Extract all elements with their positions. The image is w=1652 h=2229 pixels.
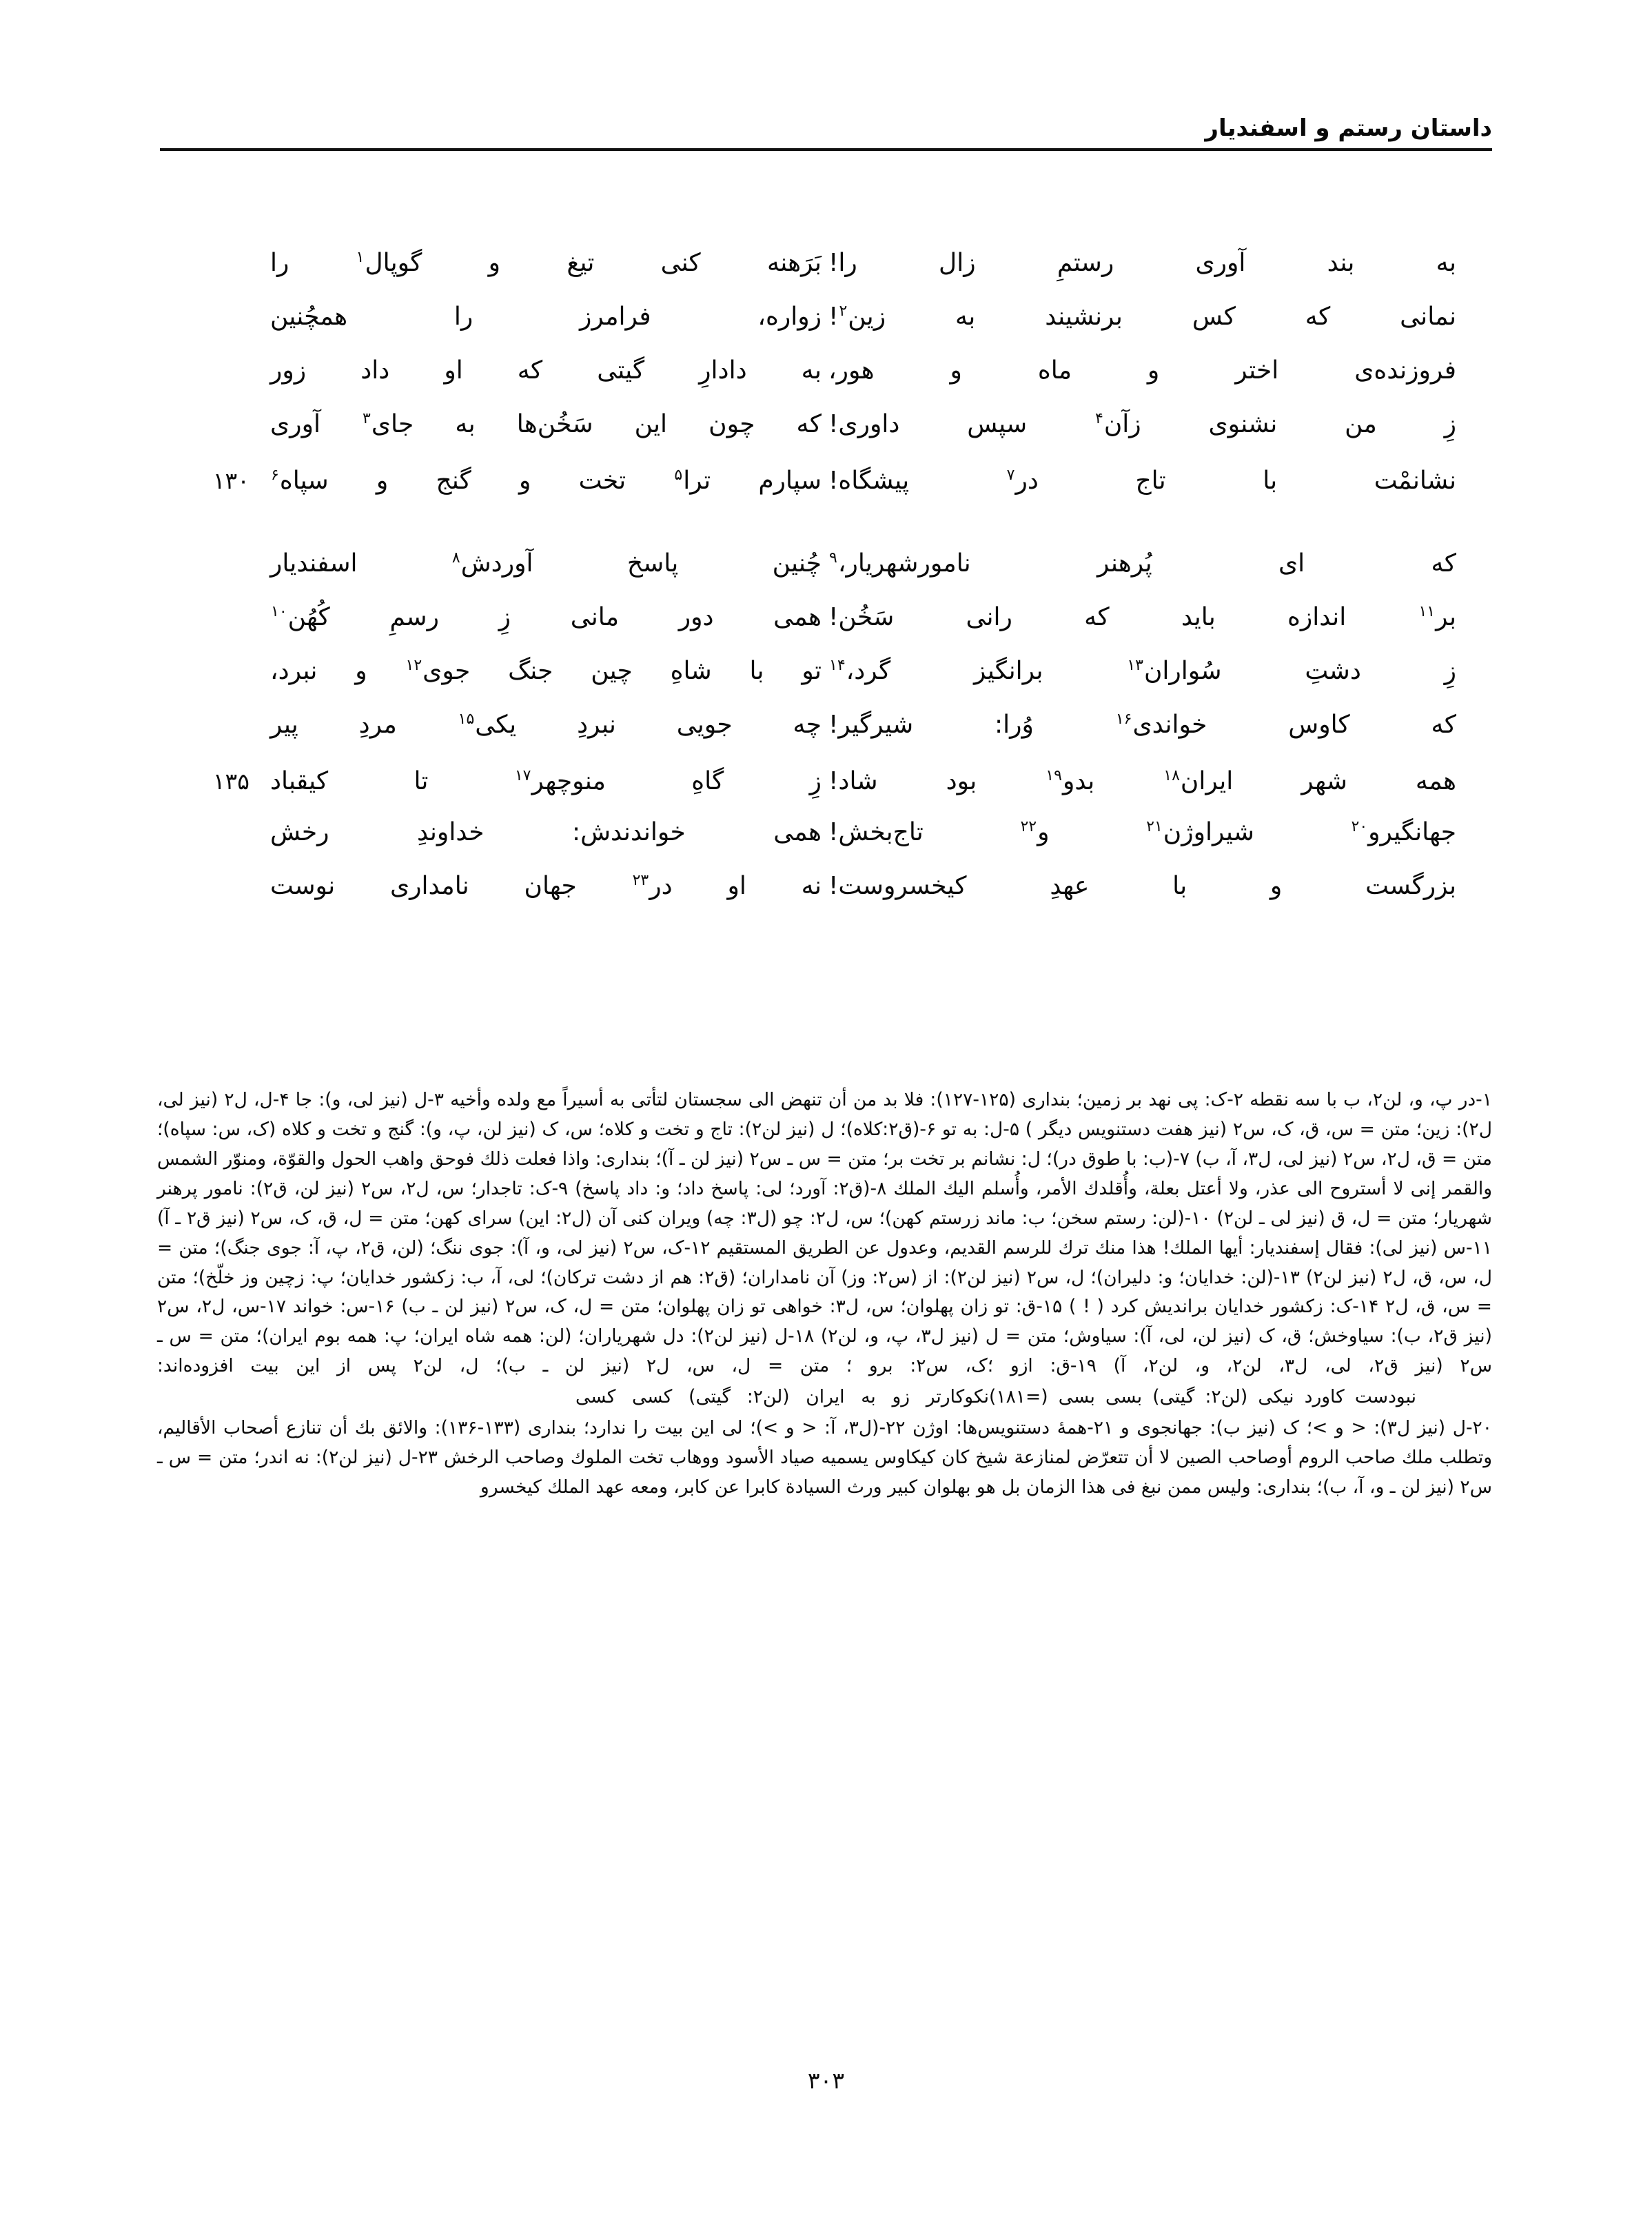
verse-line — [160, 710, 1492, 764]
verse-number: ۱۳۰ — [212, 467, 249, 494]
verse-number — [160, 675, 249, 679]
hemistich-right: زواره، فرامرز را همچُنین — [270, 303, 822, 331]
verse-line — [160, 409, 1492, 463]
footnote-marker: ۲۲ — [1020, 818, 1037, 835]
hemistich-left: فروزنده‌ی اختر و ماه و هور، — [828, 356, 1456, 385]
verse-line — [160, 871, 1492, 925]
hemistich-left: همه شهر ایران$^{۱۸}$ بدو$^{۱۹}$ بود شاد! — [828, 767, 1456, 795]
hemistich-right: چه جویی نبردِ یکی$^{۱۵}$ مردِ پیر — [270, 711, 822, 739]
footnote-marker: ۷ — [1006, 467, 1015, 484]
hemistich-right: بَرَهنه کنی تیغ و گوپال$^۱$ را — [270, 249, 822, 277]
running-head: داستان رستم و اسفندیار — [1205, 114, 1492, 142]
verse-number — [160, 267, 249, 271]
footnote-marker: ۲۱ — [1146, 818, 1163, 835]
footnote-marker: ۲ — [839, 303, 848, 320]
footnote-marker: ۱۹ — [1046, 767, 1062, 784]
inset-hemistich-right: نکوکارتر زو به ایران (لن۲: گیتی) کسی کسی — [575, 1386, 989, 1408]
hemistich-left: به بند آوری رستمِ زال را! — [828, 249, 1456, 277]
inset-hemistich-left: نبودست کاورد نیکی (لن۲: گیتی) بسی بسی (=۱۸۱) — [989, 1386, 1416, 1408]
hemistich-left: نمانی که کس برنشیند به زین$^۲$! — [828, 303, 1456, 331]
verse-number — [160, 621, 249, 625]
page-number: ۳۰۳ — [807, 2067, 845, 2094]
footnote-marker: ۲۰ — [1351, 818, 1368, 835]
footnote-marker: ۸ — [451, 549, 460, 567]
hemistich-left: که کاوس خواندی$^{۱۶}$ وُرا: شیرگیر! — [828, 711, 1456, 739]
apparatus-paragraph: ۱-در پ، و، لن۲، ب با سه نقطه ۲-ک: پی نهد بر زمین؛ بنداری (۱۲۵-۱۲۷): فلا بد من أن تنهض الی سجستان لتأتی به أسیراً مع ولده وأخیه ۳-ل (نیز لی، و): جا ۴-ل، ل۲ (نیز لی، ل۲): زین؛ متن = س، ق، ک، س۲ (نیز هفت دستنویس دیگر ) ۵-ل: به تو ۶-(ق۲:کلاه)؛ ل (نیز لن۲): تاج و تخت و کلاه؛ س، ک (نیز لن، پ، و): گنج و تخت و کلاه (ک، س: سپاه)؛ متن = ق، ل۲، س۲ (نیز لی، ل۳، آ، ب) ۷-(ب: با طوق در)؛ ل: نشانم بر تخت بر؛ متن = س ـ س۲ (نیز لن ـ آ)؛ بنداری: واذا فعلت ذلك فوحق واهب الحول والقوّة، ومنوّر الشمس والقمر إنی لا أستروح الی عذر، ولا أعتل بعلة، وأُقلدك الأمر، وأُسلم الیك الملك ۸-(ق۲: آورد؛ لی: پاسخ داد؛ و: داد پاسخ) ۹-ک: تاجدار؛ س، ل۲، س۲ (نیز لن، ق۲): نامور پرهنر شهریار؛ متن = ل، ق (نیز لی ـ لن۲) ۱۰-(لن: رستم سخن؛ ب: ماند زرستم کهن)؛ س، ل۲: چو (ل۳: چه) ویران کنی آن (ل۲: این) سرای کهن؛ متن = ل، ق، ک، س۲ (نیز ق۲ ـ آ) ۱۱-س (نیز لی): فقال إسفندیار: أیها الملك! هذا منك ترك للرسم القدیم، وعدول عن الطریق المستقیم ۱۲-ک، س۲ (نیز لی، و، آ): جوی ننگ؛ (لن، ق۲، پ، آ: جوی جنگ)؛ متن = ل، س، ق، ل۲ (نیز لن۲) ۱۳-(لن: خدایان؛ و: دلیران)؛ ل، س۲ (نیز لن۲): از (س۲: وز) آن نامداران؛ (ق۲: هم از دشت ترکان)؛ لی، آ، ب: زکشور خدایان؛ پ: زچین وز خلّخ)؛ متن = س، ق، ل۲ ۱۴-ک: زکشور خدایان براندیش کرد ( ! ) ۱۵-ق: تو زان پهلوان؛ س، ل۳: خواهی تو زان پهلوان؛ متن = ل، ک، س۲ (نیز لن ـ ب) ۱۶-س: خواند ۱۷-س، ل۲، س۲ (نیز ق۲، ب): سیاوخش؛ ق، ک (نیز لن، لی، آ): سیاوش؛ متن = ل (نیز ل۳، پ، و، لن۲) ۱۸-ل (نیز لن۲): دل شهریاران؛ (لن: همه شاه ایران؛ پ: همه بوم ایران)؛ متن = س ـ س۲ (نیز ق۲، لی، ل۳، لن۲، و، لن۲، آ) ۱۹-ق: ازو ؛ک، س۲: برو ؛ متن = ل، س، ل۲ (نیز لن ـ ب)؛ ل، لن۲ پس از این بیت افزوده‌اند: — [157, 1089, 1493, 1377]
hemistich-right: همی خواندندش: خداوندِ رخش — [270, 818, 822, 846]
hemistich-right: تو با شاهِ چین جنگ جوی$^{۱۲}$ و نبرد، — [270, 657, 822, 685]
footnote-marker: ۱ — [356, 249, 365, 266]
footnote-marker: ۳ — [363, 410, 371, 427]
footnote-marker: ۴ — [1095, 410, 1103, 427]
hemistich-right: به دادارِ گیتی که او داد زور — [270, 356, 822, 385]
hemistich-left: که ای پُرهنر نامورشهریار،$^۹$ — [829, 549, 1456, 578]
hemistich-left: زِ من نشنوی زآن$^۴$ سپس داوری! — [828, 410, 1456, 438]
footnote-marker: ۱۰ — [271, 603, 287, 620]
footnote-marker: ۹ — [829, 549, 837, 567]
verse-line — [160, 817, 1492, 871]
footnote-marker: ۵ — [674, 467, 683, 484]
hemistich-left: زِ دشتِ سُواران$^{۱۳}$ برانگیز گرد،$^{۱۴}$ — [829, 657, 1456, 685]
footnote-marker: ۱۱ — [1418, 603, 1436, 620]
hemistich-right: زِ گاهِ منوچهر$^{۱۷}$ تا کیقباد — [270, 767, 822, 795]
verse-number — [160, 374, 249, 378]
footnote-marker: ۱۵ — [458, 711, 475, 728]
footnote-marker: ۲۳ — [632, 872, 649, 889]
footnote-marker: ۱۷ — [514, 767, 531, 784]
hemistich-right: که چون این سَخُن‌ها به جای$^۳$ آوری — [270, 410, 822, 438]
verse-line — [160, 602, 1492, 656]
verse-line — [160, 549, 1492, 602]
header-rule — [160, 148, 1492, 151]
hemistich-right: همی دور مانی زِ رسمِ کُهُن$^{۱۰}$ — [271, 603, 822, 631]
footnote-marker: ۱۲ — [405, 657, 422, 674]
verse-number — [160, 567, 249, 571]
footnote-marker: ۱۶ — [1115, 711, 1132, 728]
verse-number: ۱۳۵ — [212, 768, 249, 795]
apparatus-inset-couplet — [157, 1383, 1492, 1412]
footnote-marker: ۱۳ — [1127, 657, 1143, 674]
hemistich-left: نشانمْت با تاج در$^۷$ پیشگاه! — [828, 467, 1456, 495]
critical-apparatus — [157, 1086, 1492, 1503]
verse-number — [160, 428, 249, 432]
verse-number — [160, 320, 249, 325]
verse-line — [160, 656, 1492, 710]
hemistich-left: بزرگست و با عهدِ کیخسروست! — [828, 872, 1456, 900]
page-header — [160, 116, 1492, 151]
footnote-marker: ۱۸ — [1163, 767, 1180, 784]
apparatus-paragraph: ۲۰-ل (نیز ل۳): < و >؛ ک (نیز ب): جهانجوی و ۲۱-همهٔ دستنویس‌ها: اوژن ۲۲-(ل۳، آ: < و >)؛ لی این بیت را ندارد؛ بنداری (۱۳۳-۱۳۶): والائق بك أن تنازع أصحاب الأقالیم، وتطلب ملك صاحب الروم أوصاحب الصین لا أن تتعرّض لمنازعة شیخ کان کیکاوس یسمیه صیاد الأسود ووهاب تخت الملوك وصاحب الرخش ۲۳-ل (نیز لن۲): نه اندر؛ متن = س ـ س۲ (نیز لن ـ و، آ، ب)؛ بنداری: ولیس ممن نبغ فی هذا الزمان بل هو بهلوان کبیر ورث السیادة کابرا عن کابر، ومعه عهد الملك کیخسرو — [157, 1417, 1492, 1498]
verse-line — [160, 248, 1492, 302]
verse-line — [160, 463, 1492, 517]
stanza-2 — [160, 549, 1492, 925]
hemistich-left: جهانگیرو$^{۲۰}$ شیراوژن$^{۲۱}$ و$^{۲۲}$ تاج‌بخش! — [828, 818, 1456, 846]
hemistich-right: نه او در$^{۲۳}$ جهان نامداری نوست — [270, 872, 822, 900]
footnote-marker: ۱۴ — [829, 657, 846, 674]
verse-line — [160, 356, 1492, 409]
hemistich-left: بر$^{۱۱}$ اندازه باید که رانی سَخُن! — [828, 603, 1456, 631]
verse-number — [160, 836, 249, 840]
verse-line — [160, 764, 1492, 817]
verse-body — [160, 248, 1492, 957]
verse-number — [160, 729, 249, 733]
stanza-1 — [160, 248, 1492, 517]
hemistich-right: سپارم ترا$^۵$ تخت و گنج و سپاه$^۶$ — [271, 467, 822, 495]
hemistich-right: چُنین پاسخ آوردش$^۸$ اسفندیار — [270, 549, 822, 578]
verse-number — [160, 890, 249, 894]
footnote-marker: ۶ — [271, 467, 279, 484]
verse-line — [160, 302, 1492, 356]
